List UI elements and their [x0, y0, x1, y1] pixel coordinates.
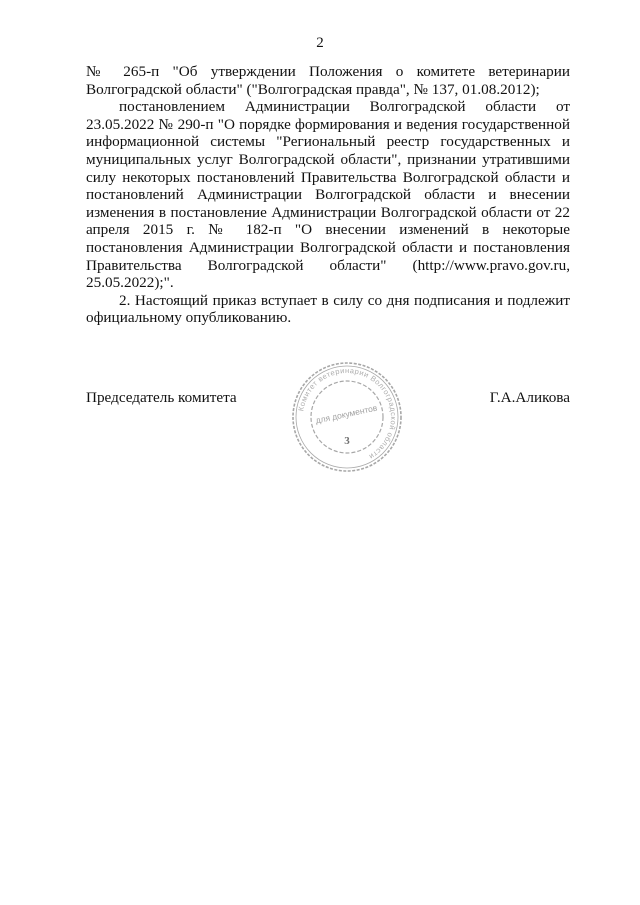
stamp-outer-text: Комитет ветеринарии Волгоградской области — [296, 365, 399, 462]
signatory-position: Председатель комитета — [86, 389, 237, 406]
paragraph-regulation-265: № 265-п "Об утверждении Положения о комитете ветеринарии Волгоградской области" ("Волгоградская правда", № 137, 01.08.2012); — [86, 63, 570, 98]
official-stamp — [290, 360, 404, 474]
page-number: 2 — [316, 35, 324, 51]
paragraph-regulation-290: постановлением Администрации Волгоградской области от 23.05.2022 № 290-п "О порядке формирования и ведения государственной информационной системы "Региональный реестр государственных и муниципальных услуг Волгоградской области", признании утратившими силу некоторых постановлений Правительства Волгоградской области и постановлений Администрации Волгоградской области и внесении изменения в постановление Администрации Волгоградской области от 22 апреля 2015 г. № 182-п "О внесении изменений в некоторые постановления Администрации Волгоградской области и постановления Правительства Волгоградской области" (http://www.pravo.gov.ru, 25.05.2022);". — [86, 98, 570, 292]
paragraph-entry-into-force: 2. Настоящий приказ вступает в силу со дня подписания и подлежит официальному опубликованию. — [86, 291, 570, 327]
signatory-name: Г.А.Аликова — [489, 389, 570, 406]
document-body — [86, 63, 570, 327]
stamp-number: 3 — [344, 435, 350, 447]
stamp-inner-text: для документов — [314, 402, 379, 426]
